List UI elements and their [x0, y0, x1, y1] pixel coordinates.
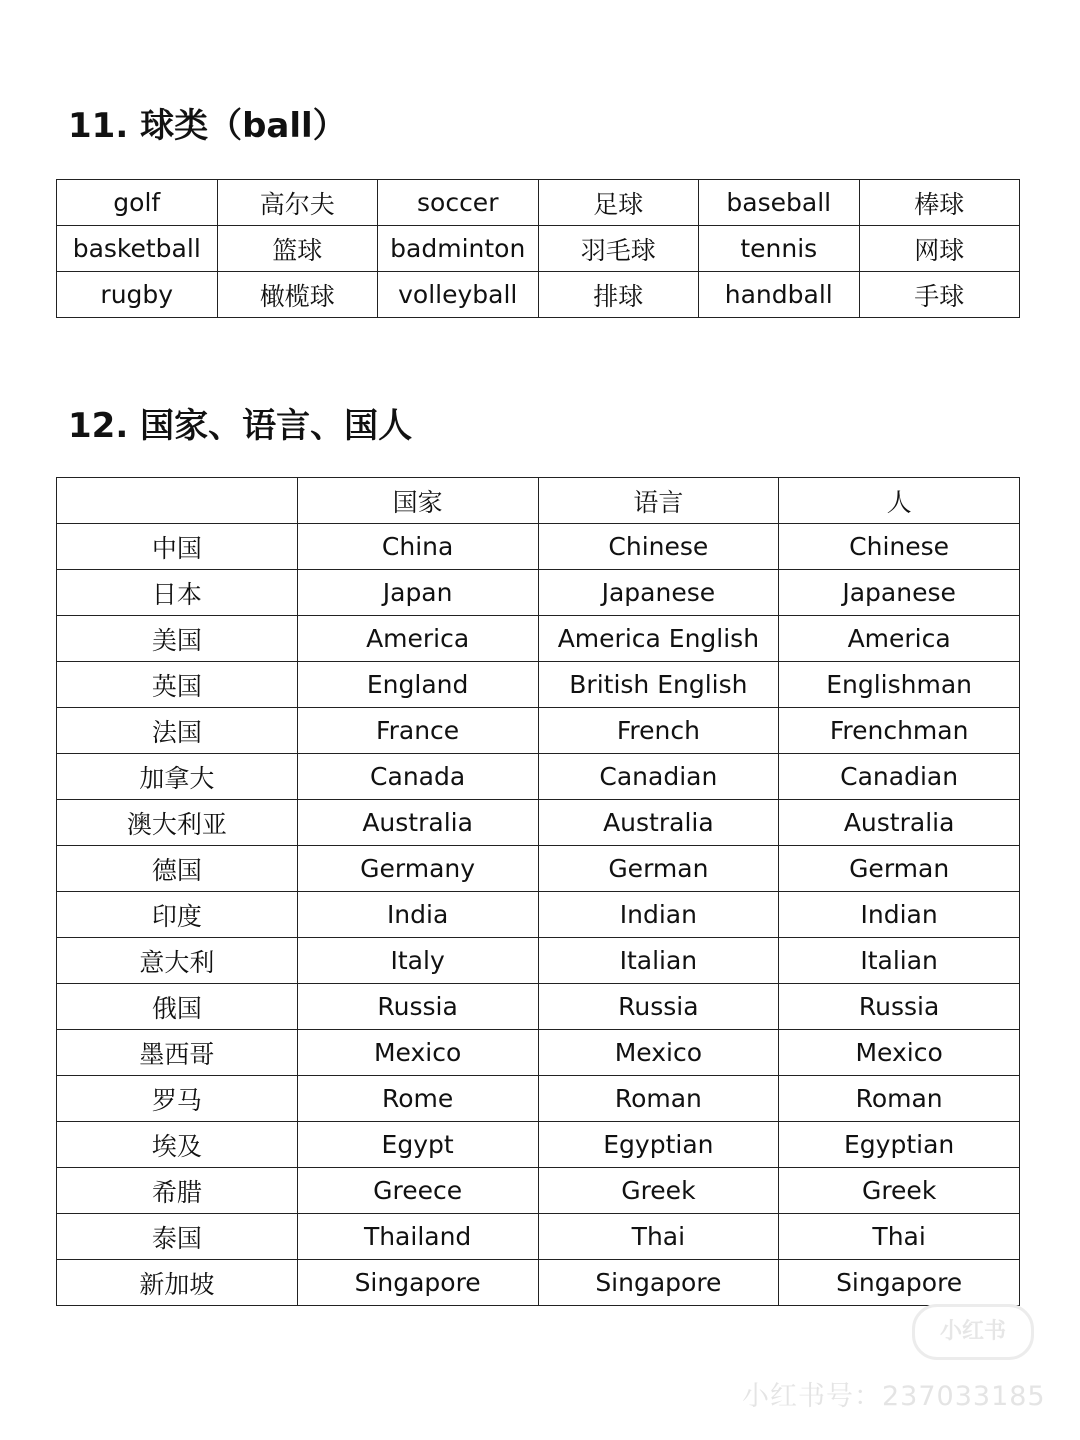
- chinese-name-cell: 希腊: [57, 1168, 298, 1214]
- people-cell: Italian: [779, 938, 1020, 984]
- language-cell: Roman: [538, 1076, 779, 1122]
- chinese-term-cell: 橄榄球: [217, 272, 378, 318]
- country-cell: America: [297, 616, 538, 662]
- chinese-name-cell: 澳大利亚: [57, 800, 298, 846]
- people-cell: Chinese: [779, 524, 1020, 570]
- language-cell: Mexico: [538, 1030, 779, 1076]
- table-row: [57, 272, 1020, 318]
- chinese-term-cell: 棒球: [859, 180, 1020, 226]
- table-row: [57, 1030, 1020, 1076]
- country-cell: Germany: [297, 846, 538, 892]
- chinese-name-cell: 泰国: [57, 1214, 298, 1260]
- chinese-name-cell: 德国: [57, 846, 298, 892]
- country-cell: Australia: [297, 800, 538, 846]
- country-cell: Egypt: [297, 1122, 538, 1168]
- chinese-name-cell: 俄国: [57, 984, 298, 1030]
- people-cell: Egyptian: [779, 1122, 1020, 1168]
- table-row: [57, 984, 1020, 1030]
- table-row: [57, 570, 1020, 616]
- people-cell: Thai: [779, 1214, 1020, 1260]
- chinese-name-cell: 埃及: [57, 1122, 298, 1168]
- chinese-term-cell: 羽毛球: [538, 226, 699, 272]
- country-cell: Singapore: [297, 1260, 538, 1306]
- language-cell: Thai: [538, 1214, 779, 1260]
- chinese-term-cell: 手球: [859, 272, 1020, 318]
- table-row: [57, 1168, 1020, 1214]
- people-cell: Singapore: [779, 1260, 1020, 1306]
- country-cell: Thailand: [297, 1214, 538, 1260]
- people-cell: America: [779, 616, 1020, 662]
- people-cell: German: [779, 846, 1020, 892]
- section-title-ball: 11. 球类（ball）: [68, 106, 347, 146]
- chinese-term-cell: 排球: [538, 272, 699, 318]
- english-term-cell: rugby: [57, 272, 218, 318]
- table-row: [57, 1076, 1020, 1122]
- language-cell: America English: [538, 616, 779, 662]
- column-header: 语言: [538, 478, 779, 524]
- language-cell: Australia: [538, 800, 779, 846]
- english-term-cell: basketball: [57, 226, 218, 272]
- table-row: [57, 938, 1020, 984]
- table-row: [57, 1260, 1020, 1306]
- english-term-cell: soccer: [378, 180, 539, 226]
- table-row: [57, 708, 1020, 754]
- column-header: 国家: [297, 478, 538, 524]
- column-header: 人: [779, 478, 1020, 524]
- column-header: [57, 478, 298, 524]
- language-cell: Greek: [538, 1168, 779, 1214]
- english-term-cell: tennis: [699, 226, 860, 272]
- english-term-cell: baseball: [699, 180, 860, 226]
- people-cell: Englishman: [779, 662, 1020, 708]
- country-cell: Russia: [297, 984, 538, 1030]
- chinese-name-cell: 中国: [57, 524, 298, 570]
- table-row: [57, 892, 1020, 938]
- people-cell: Canadian: [779, 754, 1020, 800]
- language-cell: Singapore: [538, 1260, 779, 1306]
- chinese-term-cell: 网球: [859, 226, 1020, 272]
- chinese-term-cell: 足球: [538, 180, 699, 226]
- chinese-name-cell: 墨西哥: [57, 1030, 298, 1076]
- table-row: [57, 662, 1020, 708]
- language-cell: Chinese: [538, 524, 779, 570]
- chinese-name-cell: 英国: [57, 662, 298, 708]
- table-row: [57, 524, 1020, 570]
- people-cell: Frenchman: [779, 708, 1020, 754]
- chinese-term-cell: 篮球: [217, 226, 378, 272]
- country-cell: Mexico: [297, 1030, 538, 1076]
- table-row: [57, 846, 1020, 892]
- table-row: [57, 616, 1020, 662]
- section-title-countries: 12. 国家、语言、国人: [68, 406, 413, 446]
- chinese-name-cell: 罗马: [57, 1076, 298, 1122]
- people-cell: Roman: [779, 1076, 1020, 1122]
- people-cell: Mexico: [779, 1030, 1020, 1076]
- language-cell: British English: [538, 662, 779, 708]
- english-term-cell: volleyball: [378, 272, 539, 318]
- people-cell: Australia: [779, 800, 1020, 846]
- chinese-name-cell: 美国: [57, 616, 298, 662]
- language-cell: German: [538, 846, 779, 892]
- language-cell: French: [538, 708, 779, 754]
- language-cell: Japanese: [538, 570, 779, 616]
- language-cell: Indian: [538, 892, 779, 938]
- table-row: [57, 1214, 1020, 1260]
- chinese-name-cell: 法国: [57, 708, 298, 754]
- watermark-logo: 小红书: [912, 1304, 1034, 1360]
- country-cell: India: [297, 892, 538, 938]
- chinese-name-cell: 加拿大: [57, 754, 298, 800]
- country-cell: France: [297, 708, 538, 754]
- country-cell: Rome: [297, 1076, 538, 1122]
- country-cell: Canada: [297, 754, 538, 800]
- country-language-table: [56, 477, 1020, 1306]
- people-cell: Indian: [779, 892, 1020, 938]
- table-row: [57, 226, 1020, 272]
- table-header-row: [57, 478, 1020, 524]
- english-term-cell: handball: [699, 272, 860, 318]
- chinese-name-cell: 印度: [57, 892, 298, 938]
- country-cell: England: [297, 662, 538, 708]
- country-cell: Italy: [297, 938, 538, 984]
- language-cell: Italian: [538, 938, 779, 984]
- english-term-cell: golf: [57, 180, 218, 226]
- language-cell: Russia: [538, 984, 779, 1030]
- country-cell: Greece: [297, 1168, 538, 1214]
- people-cell: Russia: [779, 984, 1020, 1030]
- chinese-name-cell: 意大利: [57, 938, 298, 984]
- table-row: [57, 754, 1020, 800]
- english-term-cell: badminton: [378, 226, 539, 272]
- language-cell: Canadian: [538, 754, 779, 800]
- table-row: [57, 1122, 1020, 1168]
- ball-vocabulary-table: [56, 179, 1020, 318]
- country-cell: China: [297, 524, 538, 570]
- people-cell: Greek: [779, 1168, 1020, 1214]
- table-row: [57, 800, 1020, 846]
- chinese-term-cell: 高尔夫: [217, 180, 378, 226]
- watermark-id: 小红书号：237033185: [742, 1381, 1046, 1412]
- people-cell: Japanese: [779, 570, 1020, 616]
- language-cell: Egyptian: [538, 1122, 779, 1168]
- table-row: [57, 180, 1020, 226]
- chinese-name-cell: 新加坡: [57, 1260, 298, 1306]
- chinese-name-cell: 日本: [57, 570, 298, 616]
- country-cell: Japan: [297, 570, 538, 616]
